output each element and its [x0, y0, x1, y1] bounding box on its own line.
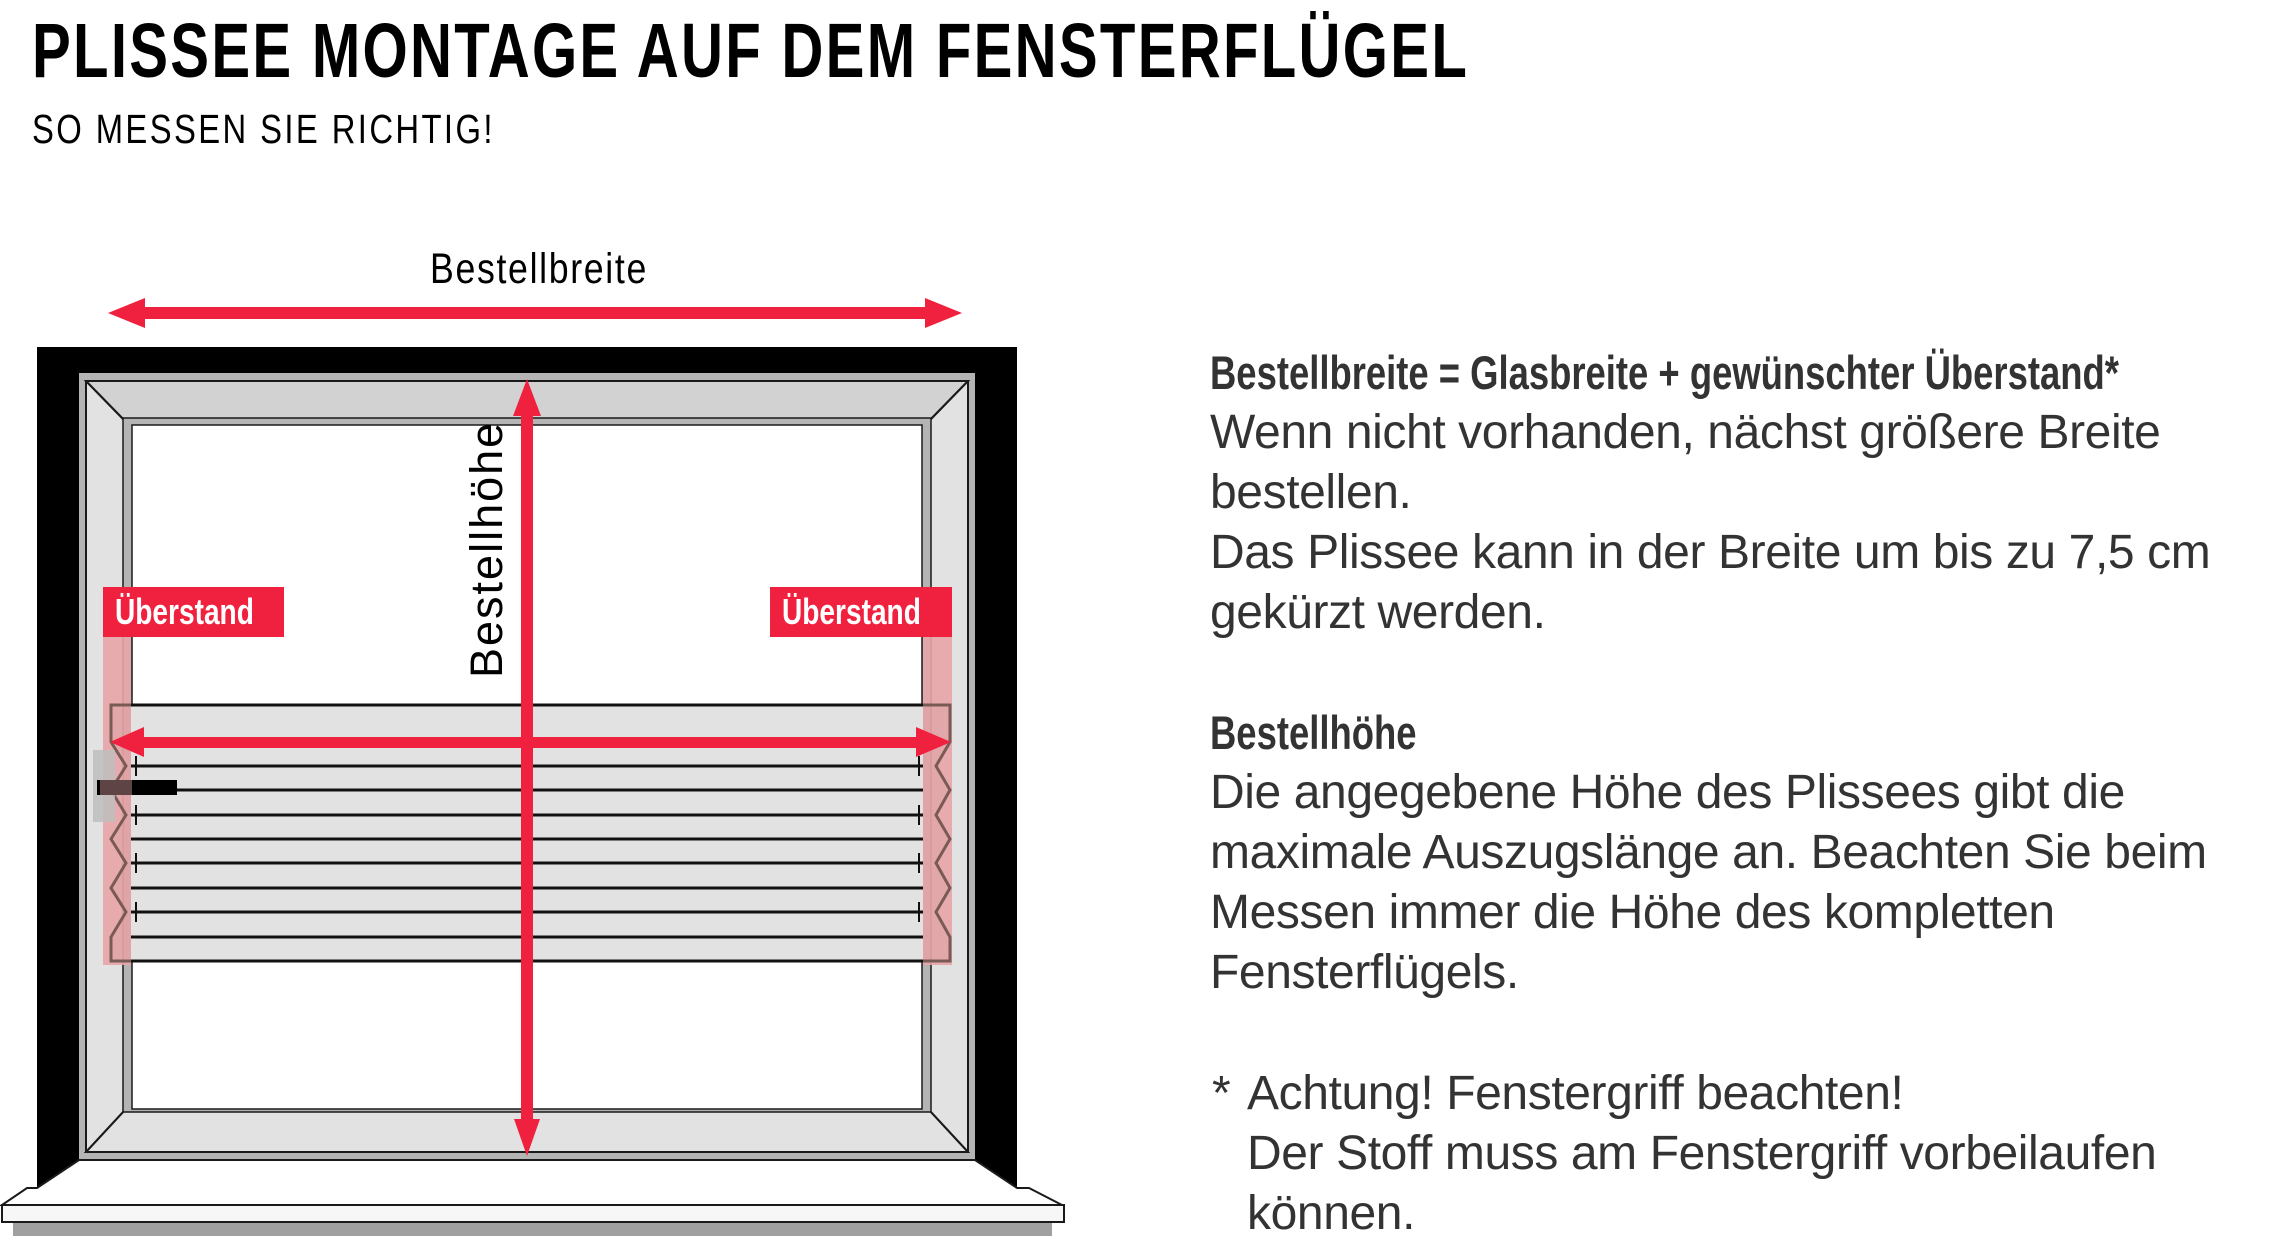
- height-text-line-3: Messen immer die Höhe des kompletten: [1210, 886, 2055, 939]
- order-height-label: Bestellhöhe: [461, 420, 512, 678]
- footnote-line-3: können.: [1247, 1187, 1416, 1240]
- page-title: PLISSEE MONTAGE AUF DEM FENSTERFLÜGEL: [32, 8, 1470, 94]
- overhang-badge-right: [770, 587, 952, 637]
- width-text-line-4: gekürzt werden.: [1210, 586, 1546, 639]
- width-text-line-2: bestellen.: [1210, 466, 1412, 519]
- footnote-line-2: Der Stoff muss am Fenstergriff vorbeilaufen: [1247, 1127, 2157, 1180]
- overhang-badge-left: [103, 587, 284, 637]
- footnote-marker: *: [1212, 1067, 1231, 1120]
- order-width-label: Bestellbreite: [430, 245, 648, 293]
- width-formula-heading: Bestellbreite = Glasbreite + gewünschter Überstand*: [1210, 346, 2119, 399]
- height-text-line-4: Fensterflügels.: [1210, 946, 1519, 999]
- window-sill-icon: [2, 1160, 1064, 1236]
- width-text-line-3: Das Plissee kann in der Breite um bis zu 7,5 cm: [1210, 526, 2211, 579]
- overhang-badge-right-label: Überstand: [782, 591, 921, 632]
- overhang-badge-left-label: Überstand: [115, 591, 254, 632]
- height-text-line-1: Die angegebene Höhe des Plissees gibt die: [1210, 766, 2125, 819]
- double-arrow-horizontal-icon: [108, 298, 962, 328]
- page-subtitle: SO MESSEN SIE RICHTIG!: [32, 106, 495, 152]
- height-text-line-2: maximale Auszugslänge an. Beachten Sie beim: [1210, 826, 2207, 879]
- height-heading: Bestellhöhe: [1210, 706, 1417, 759]
- footnote-line-1: Achtung! Fenstergriff beachten!: [1247, 1067, 1904, 1120]
- width-text-line-1: Wenn nicht vorhanden, nächst größere Breite: [1210, 406, 2161, 459]
